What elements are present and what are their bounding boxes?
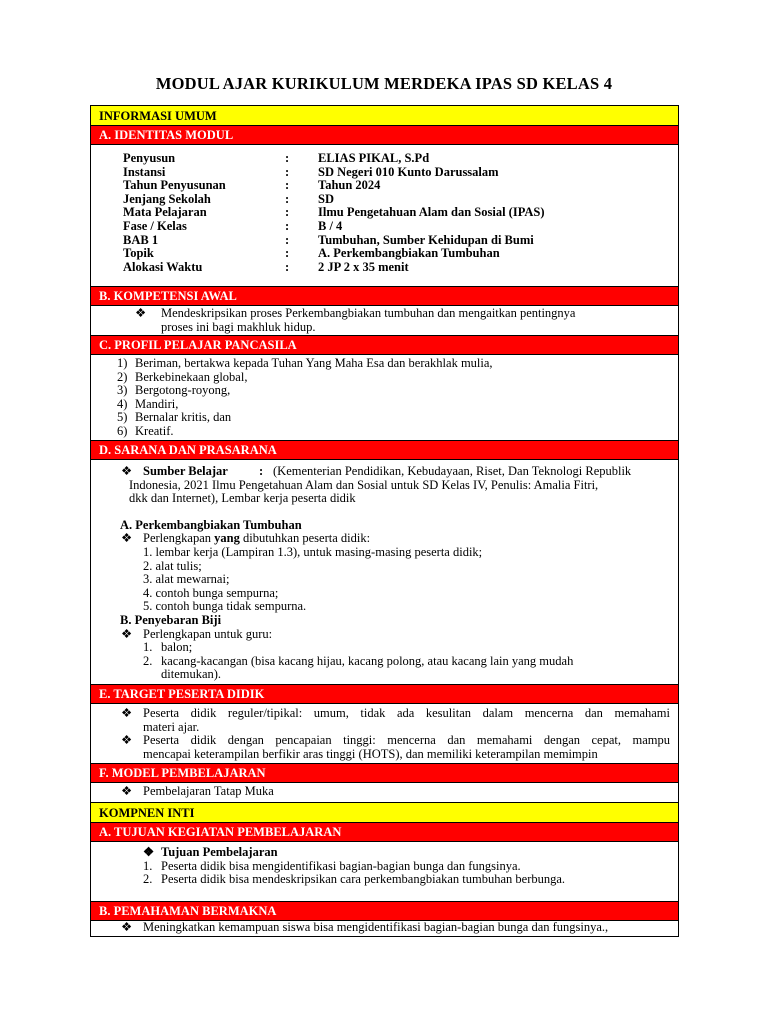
tujuan-pembelajaran-title: Tujuan Pembelajaran [161, 845, 278, 859]
target-tinggi-line-2: mencapai keterampilan berfikir aras tinggi (HOTS), dan memiliki keterampilan memimpin [143, 746, 598, 761]
bullet-diamond-icon: ❖ [121, 531, 133, 546]
identitas-label: Alokasi Waktu [123, 259, 203, 274]
list-item [91, 734, 678, 748]
module-table [90, 105, 679, 937]
identitas-label: Penyusun [123, 151, 176, 165]
list-item [91, 921, 678, 935]
pemahaman-bermakna-section [91, 921, 678, 937]
identitas-row [91, 247, 678, 261]
list-item [91, 398, 678, 412]
list-text: Peserta didik bisa mendeskripsikan cara perkembangbiakan tumbuhan berbunga. [161, 872, 566, 887]
kompetensi-text-line-1: Mendeskripsikan proses Perkembangbiakan tumbuhan dan mengaitkan pentingnya [161, 306, 576, 320]
list-text: Kreatif. [135, 423, 174, 438]
bullet-diamond-icon: ❖ [121, 920, 133, 934]
target-reguler-line-2: materi ajar. [143, 719, 200, 734]
bullet-diamond-icon: ❖ [121, 464, 133, 478]
perlengkapan-lead-a-end: dibutuhkan peserta didik: [239, 531, 371, 546]
list-item [91, 655, 678, 669]
list-item [91, 357, 678, 371]
list-number: 3) [117, 383, 128, 398]
list-item [91, 371, 678, 385]
sumber-belajar-colon: : [259, 464, 264, 478]
identitas-value: 2 JP 2 x 35 menit [318, 259, 409, 274]
perlengkapan-guru-lead: Perlengkapan untuk guru: [143, 626, 273, 641]
list-item [91, 411, 678, 425]
kacang-item-continuation: ditemukan). [161, 667, 222, 682]
identitas-value: A. Perkembangbiakan Tumbuhan [318, 246, 500, 261]
kompetensi-text-line-2: proses ini bagi makhluk hidup. [161, 319, 316, 334]
identitas-label: Fase / Kelas [123, 218, 187, 233]
list-item [91, 532, 678, 546]
komponen-inti-header: KOMPNEN INTI [91, 803, 678, 823]
list-item: 4. contoh bunga sempurna; [143, 585, 279, 600]
list-text: kacang-kacangan (bisa kacang hijau, kacang polong, atau kacang lain yang mudah [161, 653, 574, 668]
list-item [91, 860, 678, 874]
list-number: 1) [117, 356, 128, 370]
model-pembelajaran-section [91, 783, 678, 803]
sumber-belajar-label: Sumber Belajar [143, 464, 228, 478]
list-item [91, 846, 678, 860]
sarana-prasarana-section [91, 460, 678, 685]
list-item [91, 641, 678, 655]
sumber-belajar-text-1: (Kementerian Pendidikan, Kebudayaan, Riset, Dan Teknologi Republik [273, 464, 632, 478]
identitas-colon: : [285, 191, 290, 206]
bullet-diamond-icon: ❖ [121, 706, 133, 720]
list-text: balon; [161, 640, 193, 655]
list-item [91, 873, 678, 887]
pemahaman-item: Meningkatkan kemampuan siswa bisa mengidentifikasi bagian-bagian bunga dan fungsinya., [143, 920, 609, 934]
identitas-value: B / 4 [318, 218, 343, 233]
list-text: Bernalar kritis, dan [135, 410, 232, 425]
kompetensi-awal-section [91, 306, 678, 336]
list-number: 5) [117, 410, 128, 425]
list-text: Bergotong-royong, [135, 383, 231, 398]
identitas-colon: : [285, 151, 290, 165]
identitas-label: Tahun Penyusunan [123, 178, 226, 193]
list-number: 1. [143, 640, 153, 655]
identitas-row [91, 193, 678, 207]
identitas-colon: : [285, 178, 290, 193]
list-item [91, 425, 678, 439]
list-item: 3. alat mewarnai; [143, 572, 230, 587]
list-item [91, 465, 678, 479]
sub-heading-perkembangbiakan: A. Perkembangbiakan Tumbuhan [120, 517, 302, 532]
list-text: Peserta didik bisa mengidentifikasi bagian-bagian bunga dan fungsinya. [161, 858, 521, 873]
perlengkapan-lead-bold: yang [214, 531, 240, 546]
identitas-value: SD Negeri 010 Kunto Darussalam [318, 164, 499, 179]
list-item: 1. lembar kerja (Lampiran 1.3), untuk masing-masing peserta didik; [143, 544, 483, 559]
list-number: 1. [143, 858, 153, 873]
sumber-belajar-text-3: dkk dan Internet), Lembar kerja peserta didik [129, 491, 356, 506]
list-item: 2. alat tulis; [143, 558, 202, 573]
identitas-label: Mata Pelajaran [123, 205, 207, 220]
list-number: 4) [117, 396, 128, 411]
sumber-belajar-text-2: Indonesia, 2021 Ilmu Pengetahuan Alam dan Sosial untuk SD Kelas IV, Penulis: Amalia Fitri, [129, 477, 599, 492]
bullet-diamond-icon: ❖ [121, 733, 133, 748]
model-pembelajaran-item: Pembelajaran Tatap Muka [143, 784, 274, 798]
identitas-label: BAB 1 [123, 232, 159, 247]
identitas-row [91, 166, 678, 180]
bullet-diamond-icon: ❖ [121, 626, 133, 641]
target-peserta-header: E. TARGET PESERTA DIDIK [91, 685, 678, 704]
list-number: 2) [117, 369, 128, 384]
identitas-row [91, 220, 678, 234]
list-number: 2. [143, 872, 153, 887]
identitas-row [91, 152, 678, 166]
list-number: 6) [117, 423, 128, 438]
list-text: Mandiri, [135, 396, 179, 411]
identitas-colon: : [285, 218, 290, 233]
list-item [91, 384, 678, 398]
identitas-label: Instansi [123, 164, 166, 179]
identitas-row [91, 234, 678, 248]
tujuan-kegiatan-section [91, 842, 678, 902]
pemahaman-bermakna-header: B. PEMAHAMAN BERMAKNA [91, 902, 678, 921]
bullet-diamond-icon: ❖ [143, 845, 155, 859]
identitas-row [91, 206, 678, 220]
identitas-colon: : [285, 164, 290, 179]
list-item [91, 707, 678, 721]
identitas-colon: : [285, 232, 290, 247]
kompetensi-awal-header: B. KOMPETENSI AWAL [91, 287, 678, 306]
identitas-label: Jenjang Sekolah [123, 191, 211, 206]
list-item: 5. contoh bunga tidak sempurna. [143, 599, 307, 614]
identitas-colon: : [285, 205, 290, 220]
identitas-modul-section [91, 145, 678, 287]
document-title: MODUL AJAR KURIKULUM MERDEKA IPAS SD KELAS 4 [155, 74, 613, 93]
identitas-row [91, 179, 678, 193]
perlengkapan-lead-a: Perlengkapan [143, 531, 215, 546]
informasi-umum-header: INFORMASI UMUM [91, 106, 678, 126]
identitas-value: SD [318, 191, 334, 206]
target-peserta-section [91, 704, 678, 764]
sarana-prasarana-header: D. SARANA DAN PRASARANA [91, 441, 678, 460]
target-tinggi-line-1: Peserta didik dengan pencapaian tinggi: mencerna dan memahami dengan cepat, mampu [143, 733, 670, 748]
identitas-modul-header: A. IDENTITAS MODUL [91, 126, 678, 145]
model-pembelajaran-header: F. MODEL PEMBELAJARAN [91, 764, 678, 783]
bullet-diamond-icon: ❖ [121, 784, 133, 798]
list-text: Berkebinekaan global, [135, 369, 248, 384]
list-item [91, 628, 678, 642]
sub-heading-penyebaran-biji: B. Penyebaran Biji [120, 612, 222, 627]
identitas-value: Tahun 2024 [318, 178, 381, 193]
identitas-colon: : [285, 246, 290, 261]
identitas-value: ELIAS PIKAL, S.Pd [318, 151, 430, 165]
list-item [91, 785, 678, 799]
identitas-colon: : [285, 259, 290, 274]
bullet-diamond-icon: ❖ [135, 306, 147, 320]
list-number: 2. [143, 653, 153, 668]
target-reguler-line-1: Peserta didik reguler/tipikal: umum, tidak ada kesulitan dalam mencerna dan memahami [143, 706, 670, 720]
tujuan-kegiatan-header: A. TUJUAN KEGIATAN PEMBELAJARAN [91, 823, 678, 842]
list-text: Beriman, bertakwa kepada Tuhan Yang Maha Esa dan berakhlak mulia, [135, 356, 493, 370]
profil-pelajar-header: C. PROFIL PELAJAR PANCASILA [91, 336, 678, 355]
identitas-row [91, 261, 678, 275]
identitas-value: Tumbuhan, Sumber Kehidupan di Bumi [318, 232, 534, 247]
profil-pelajar-section [91, 355, 678, 441]
list-item [91, 307, 678, 321]
identitas-label: Topik [123, 246, 154, 261]
identitas-value: Ilmu Pengetahuan Alam dan Sosial (IPAS) [318, 205, 545, 220]
